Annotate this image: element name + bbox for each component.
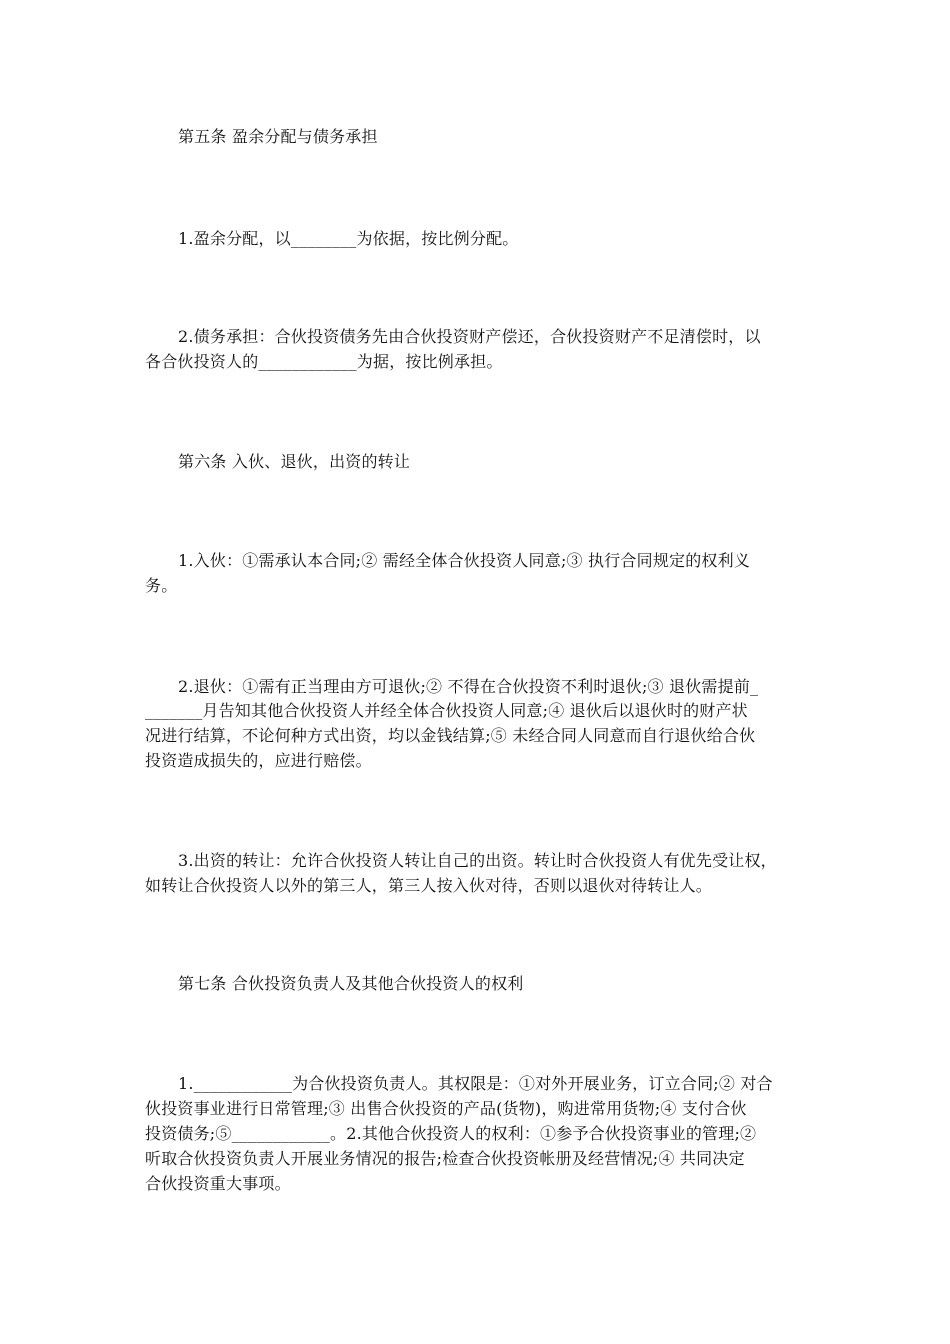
article-6-item-2-line-3: 况进行结算，不论何种方式出资，均以金钱结算;⑤ 未经合同人同意而自行退伙给合伙 — [145, 726, 756, 745]
article-7-item-1-line-3: 投资债务;⑤____________。2.其他合伙投资人的权利：①参予合伙投资事业的管理;② — [145, 1124, 757, 1143]
article-6-item-2-line-2: _______月告知其他合伙投资人并经全体合伙投资人同意;④ 退伙后以退伙时的财产状 — [145, 701, 748, 720]
article-6-item-3-line-2: 如转让合伙投资人以外的第三人，第三人按入伙对待，否则以退伙对待转让人。 — [145, 876, 713, 895]
article-5-heading: 第五条 盈余分配与债务承担 — [178, 127, 378, 146]
article-7-item-1-line-2: 伙投资事业进行日常管理;③ 出售合伙投资的产品(货物)，购进常用货物;④ 支付合伙 — [145, 1099, 747, 1118]
article-5-item-1-line-1: 1.盈余分配，以________为依据，按比例分配。 — [178, 229, 519, 248]
article-6-item-1-line-1: 1.入伙：①需承认本合同;② 需经全体合伙投资人同意;③ 执行合同规定的权利义 — [178, 551, 751, 570]
article-5-item-2-line-2: 各合伙投资人的____________为据，按比例承担。 — [145, 352, 503, 371]
article-7-item-1-line-1: 1.____________为合伙投资负责人。其权限是：①对外开展业务，订立合同;② 对合 — [178, 1074, 773, 1093]
article-6-item-2-line-4: 投资造成损失的，应进行赔偿。 — [145, 751, 372, 770]
article-6-item-2-line-1: 2.退伙：①需有正当理由方可退伙;② 不得在合伙投资不利时退伙;③ 退伙需提前_ — [178, 677, 759, 696]
article-7-heading: 第七条 合伙投资负责人及其他合伙投资人的权利 — [178, 974, 524, 993]
article-7-item-1-line-5: 合伙投资重大事项。 — [145, 1174, 291, 1193]
article-7-item-1-line-4: 听取合伙投资负责人开展业务情况的报告;检查合伙投资帐册及经营情况;④ 共同决定 — [145, 1149, 745, 1168]
article-6-item-3-line-1: 3.出资的转让：允许合伙投资人转让自己的出资。转让时合伙投资人有优先受让权， — [178, 851, 777, 870]
article-5-item-2-line-1: 2.债务承担：合伙投资债务先由合伙投资财产偿还，合伙投资财产不足清偿时，以 — [178, 327, 761, 346]
article-6-item-1-line-2: 务。 — [145, 576, 178, 595]
article-6-heading: 第六条 入伙、退伙，出资的转让 — [178, 452, 411, 471]
